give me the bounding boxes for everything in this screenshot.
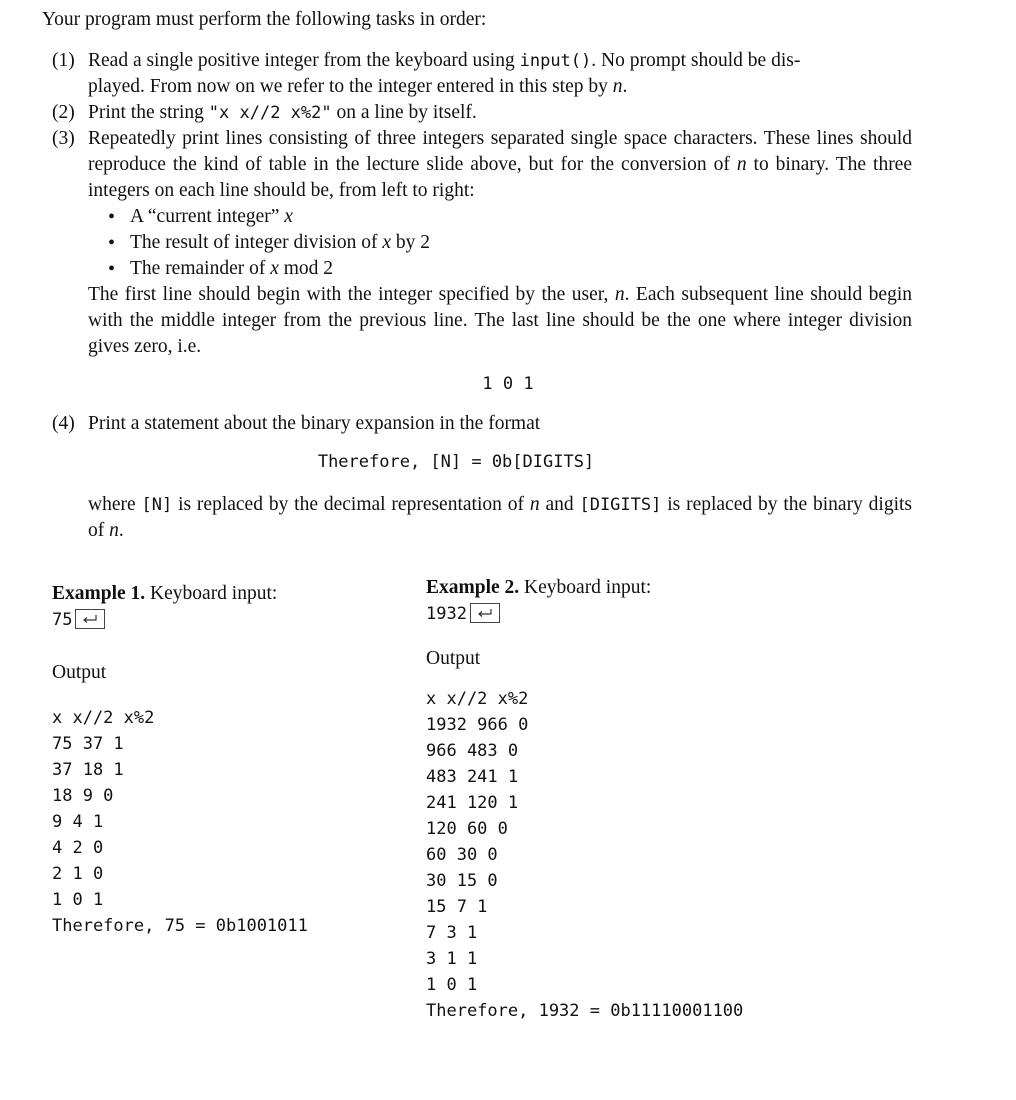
example-2-input — [426, 601, 500, 627]
bullet-list — [88, 204, 912, 282]
enter-key-icon — [75, 609, 105, 629]
example-2-output-label: Output — [426, 648, 481, 669]
output-line: 2 1 0 — [52, 864, 104, 884]
inline-code: input() — [519, 51, 592, 71]
variable: x — [284, 206, 293, 227]
keyboard-input: 1932 — [426, 604, 467, 624]
step-number: (2) — [52, 102, 75, 123]
step-number: (4) — [52, 413, 75, 434]
output-line: 1 0 1 — [52, 890, 104, 910]
output-line: 966 483 0 — [426, 741, 519, 761]
variable: n — [736, 154, 747, 175]
output-line: 37 18 1 — [52, 760, 124, 780]
enter-key-icon — [470, 603, 500, 623]
example-1-header — [52, 581, 277, 607]
step-text: Repeatedly print lines consisting of three integers separated single space characters. These lines should reproduce the kind of table in the lecture slide above, but for the conversion of — [88, 128, 912, 175]
example-label: Keyboard input: — [145, 583, 278, 604]
keyboard-input: 75 — [52, 610, 73, 630]
bullet-text: The result of integer division of — [130, 232, 383, 253]
example-label: Keyboard input: — [519, 577, 652, 598]
output-line: 1932 966 0 — [426, 715, 529, 735]
bullet-text: The remainder of — [130, 258, 271, 279]
variable: x — [382, 232, 392, 253]
bullet-text: mod 2 — [278, 258, 334, 279]
step-number: (3) — [52, 128, 75, 149]
step-2 — [52, 100, 912, 126]
step-number: (1) — [52, 50, 75, 71]
output-line: 483 241 1 — [426, 767, 519, 787]
step-text: . Each subsequent line should begin with the middle integer from the previous line. The last line should be the one where integer division gives zero, i.e. — [88, 284, 912, 357]
output-line: 15 7 1 — [426, 897, 488, 917]
format-line: Therefore, [N] = 0b[DIGITS] — [317, 452, 595, 472]
output-line: 75 37 1 — [52, 734, 124, 754]
example-1-input — [52, 607, 105, 633]
output-line: Therefore, 75 = 0b1001011 — [52, 916, 308, 936]
output-line: 7 3 1 — [426, 923, 478, 943]
step-text: on a line by itself. — [331, 102, 477, 123]
step-3 — [52, 126, 912, 360]
step-text: is replaced by the decimal representation of — [172, 494, 530, 515]
example-1-output-label: Output — [52, 662, 107, 683]
step-text: . — [622, 76, 628, 97]
output-line: x x//2 x%2 — [426, 689, 529, 709]
bullet-text: A “current integer” — [130, 206, 285, 227]
variable: x — [270, 258, 279, 279]
output-line: 18 9 0 — [52, 786, 114, 806]
example-1-output — [52, 705, 308, 939]
step-text: and — [539, 494, 580, 515]
variable: n — [109, 520, 119, 541]
variable: n — [529, 494, 540, 515]
example-2-output — [426, 686, 743, 1024]
output-line: 1 0 1 — [426, 975, 478, 995]
step-text: Print a statement about the binary expansion in the format — [88, 413, 541, 434]
variable: n — [614, 284, 625, 305]
output-line: x x//2 x%2 — [52, 708, 155, 728]
variable: n — [612, 76, 623, 97]
output-line: 9 4 1 — [52, 812, 104, 832]
example-title: Example 2. — [426, 577, 520, 598]
bullet-item — [108, 204, 912, 230]
output-line: 60 30 0 — [426, 845, 498, 865]
example-last-line: 1 0 1 — [482, 374, 534, 394]
step-text: Print the string — [88, 102, 209, 123]
step-text: played. From now on we refer to the integer entered in this step by — [88, 76, 613, 97]
step-4-explanation — [52, 492, 912, 544]
step-text: is replaced by the binary digits of — [88, 494, 913, 541]
output-line: 120 60 0 — [426, 819, 508, 839]
intro-text: Your program must perform the following tasks in order: — [42, 9, 487, 30]
bullet-text: by 2 — [391, 232, 431, 253]
output-line: 4 2 0 — [52, 838, 104, 858]
inline-code: [DIGITS] — [579, 495, 662, 515]
step-text: . No prompt should be dis- — [591, 50, 801, 71]
inline-code: [N] — [141, 495, 173, 515]
example-title: Example 1. — [52, 583, 146, 604]
bullet-item — [108, 230, 912, 256]
example-2-header — [426, 575, 651, 601]
output-line: 3 1 1 — [426, 949, 478, 969]
step-text: . — [118, 520, 124, 541]
step-text: to binary. The three integers on each line should be, from left to right: — [88, 154, 912, 201]
inline-code: "x x//2 x%2" — [208, 103, 332, 123]
step-1 — [52, 48, 912, 100]
output-line: Therefore, 1932 = 0b11110001100 — [426, 1001, 744, 1021]
output-line: 30 15 0 — [426, 871, 498, 891]
step-text: where — [88, 494, 142, 515]
step-text: The first line should begin with the integer specified by the user, — [88, 284, 615, 305]
output-line: 241 120 1 — [426, 793, 519, 813]
step-text: Read a single positive integer from the keyboard using — [88, 50, 520, 71]
step-4 — [52, 411, 912, 437]
bullet-item — [108, 256, 912, 282]
